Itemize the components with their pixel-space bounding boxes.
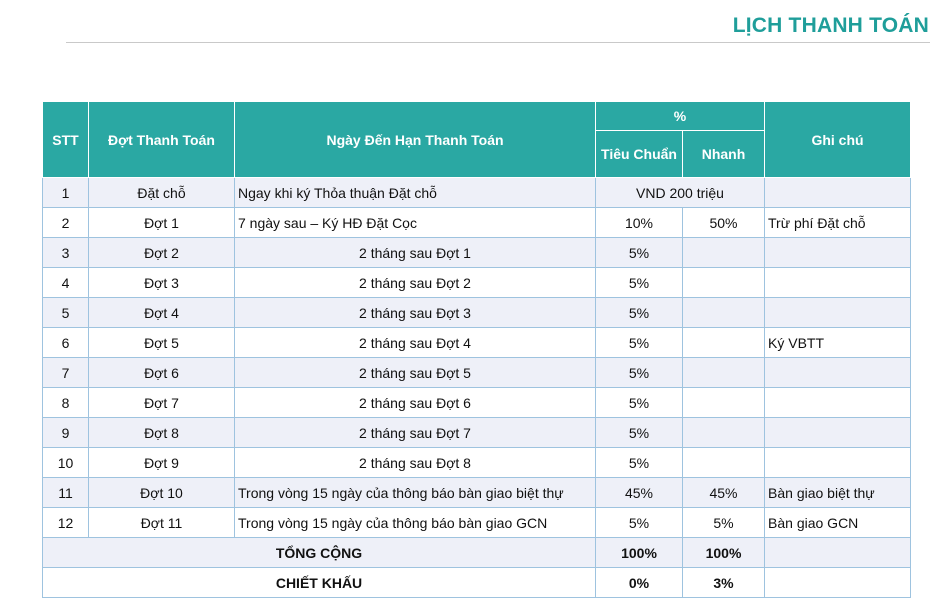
row-note — [765, 448, 911, 478]
row-due: 2 tháng sau Đợt 5 — [235, 358, 596, 388]
row-due: 2 tháng sau Đợt 8 — [235, 448, 596, 478]
row-note — [765, 178, 911, 208]
row-note — [765, 358, 911, 388]
row-due: 2 tháng sau Đợt 3 — [235, 298, 596, 328]
row-standard: 5% — [596, 448, 683, 478]
row-due: 7 ngày sau – Ký HĐ Đặt Cọc — [235, 208, 596, 238]
row-due: 2 tháng sau Đợt 4 — [235, 328, 596, 358]
row-note: Trừ phí Đặt chỗ — [765, 208, 911, 238]
row-phase: Đợt 7 — [89, 388, 235, 418]
discount-note — [765, 568, 911, 598]
row-standard: 45% — [596, 478, 683, 508]
row-note — [765, 268, 911, 298]
row-phase: Đợt 8 — [89, 418, 235, 448]
row-standard: 5% — [596, 358, 683, 388]
row-due: 2 tháng sau Đợt 1 — [235, 238, 596, 268]
row-standard: 10% — [596, 208, 683, 238]
total-label: TỔNG CỘNG — [43, 538, 596, 568]
table-header — [43, 102, 911, 178]
row-standard: 5% — [596, 298, 683, 328]
row-phase: Đặt chỗ — [89, 178, 235, 208]
table-row — [43, 388, 911, 418]
row-stt: 3 — [43, 238, 89, 268]
title-divider — [66, 42, 930, 43]
row-note — [765, 298, 911, 328]
header-stt: STT — [43, 102, 89, 178]
row-stt: 10 — [43, 448, 89, 478]
payment-schedule-table — [42, 101, 911, 598]
row-phase: Đợt 4 — [89, 298, 235, 328]
row-due: Trong vòng 15 ngày của thông báo bàn giao biệt thự — [235, 478, 596, 508]
row-stt: 12 — [43, 508, 89, 538]
row-due: 2 tháng sau Đợt 7 — [235, 418, 596, 448]
row-note: Ký VBTT — [765, 328, 911, 358]
row-fast — [683, 418, 765, 448]
header-standard: Tiêu Chuẩn — [596, 131, 683, 178]
row-phase: Đợt 11 — [89, 508, 235, 538]
row-due: 2 tháng sau Đợt 6 — [235, 388, 596, 418]
row-standard: 5% — [596, 508, 683, 538]
table-row — [43, 238, 911, 268]
table-row — [43, 418, 911, 448]
row-standard: 5% — [596, 268, 683, 298]
row-phase: Đợt 1 — [89, 208, 235, 238]
discount-row — [43, 568, 911, 598]
table-row — [43, 268, 911, 298]
row-stt: 8 — [43, 388, 89, 418]
total-row — [43, 538, 911, 568]
row-fast — [683, 358, 765, 388]
row-standard: 5% — [596, 328, 683, 358]
row-stt: 4 — [43, 268, 89, 298]
row-stt: 7 — [43, 358, 89, 388]
header-due-date: Ngày Đến Hạn Thanh Toán — [235, 102, 596, 178]
row-due: 2 tháng sau Đợt 2 — [235, 268, 596, 298]
row-stt: 6 — [43, 328, 89, 358]
row-fast: 45% — [683, 478, 765, 508]
row-phase: Đợt 9 — [89, 448, 235, 478]
table-row — [43, 178, 911, 208]
row-deposit-amount: VND 200 triệu — [596, 178, 765, 208]
table-row — [43, 508, 911, 538]
table-row — [43, 478, 911, 508]
header-percent: % — [596, 102, 765, 131]
row-fast — [683, 388, 765, 418]
row-phase: Đợt 10 — [89, 478, 235, 508]
table-row — [43, 448, 911, 478]
total-standard: 100% — [596, 538, 683, 568]
table-row — [43, 208, 911, 238]
total-fast: 100% — [683, 538, 765, 568]
header-fast: Nhanh — [683, 131, 765, 178]
row-note: Bàn giao GCN — [765, 508, 911, 538]
row-fast — [683, 328, 765, 358]
row-phase: Đợt 3 — [89, 268, 235, 298]
table-row — [43, 298, 911, 328]
row-standard: 5% — [596, 388, 683, 418]
row-stt: 11 — [43, 478, 89, 508]
row-stt: 5 — [43, 298, 89, 328]
total-note — [765, 538, 911, 568]
row-fast — [683, 268, 765, 298]
row-due: Ngay khi ký Thỏa thuận Đặt chỗ — [235, 178, 596, 208]
row-stt: 2 — [43, 208, 89, 238]
row-fast: 50% — [683, 208, 765, 238]
row-fast — [683, 448, 765, 478]
row-phase: Đợt 5 — [89, 328, 235, 358]
table-body — [43, 178, 911, 598]
row-phase: Đợt 2 — [89, 238, 235, 268]
row-stt: 1 — [43, 178, 89, 208]
discount-label: CHIẾT KHẤU — [43, 568, 596, 598]
row-fast — [683, 238, 765, 268]
row-stt: 9 — [43, 418, 89, 448]
row-standard: 5% — [596, 418, 683, 448]
row-standard: 5% — [596, 238, 683, 268]
row-note — [765, 238, 911, 268]
row-fast: 5% — [683, 508, 765, 538]
row-note — [765, 418, 911, 448]
table-row — [43, 358, 911, 388]
row-fast — [683, 298, 765, 328]
header-phase: Đợt Thanh Toán — [89, 102, 235, 178]
row-note: Bàn giao biệt thự — [765, 478, 911, 508]
discount-fast: 3% — [683, 568, 765, 598]
discount-standard: 0% — [596, 568, 683, 598]
row-phase: Đợt 6 — [89, 358, 235, 388]
row-due: Trong vòng 15 ngày của thông báo bàn giao GCN — [235, 508, 596, 538]
row-note — [765, 388, 911, 418]
header-note: Ghi chú — [765, 102, 911, 178]
table-row — [43, 328, 911, 358]
page-title: LỊCH THANH TOÁN — [732, 14, 929, 37]
